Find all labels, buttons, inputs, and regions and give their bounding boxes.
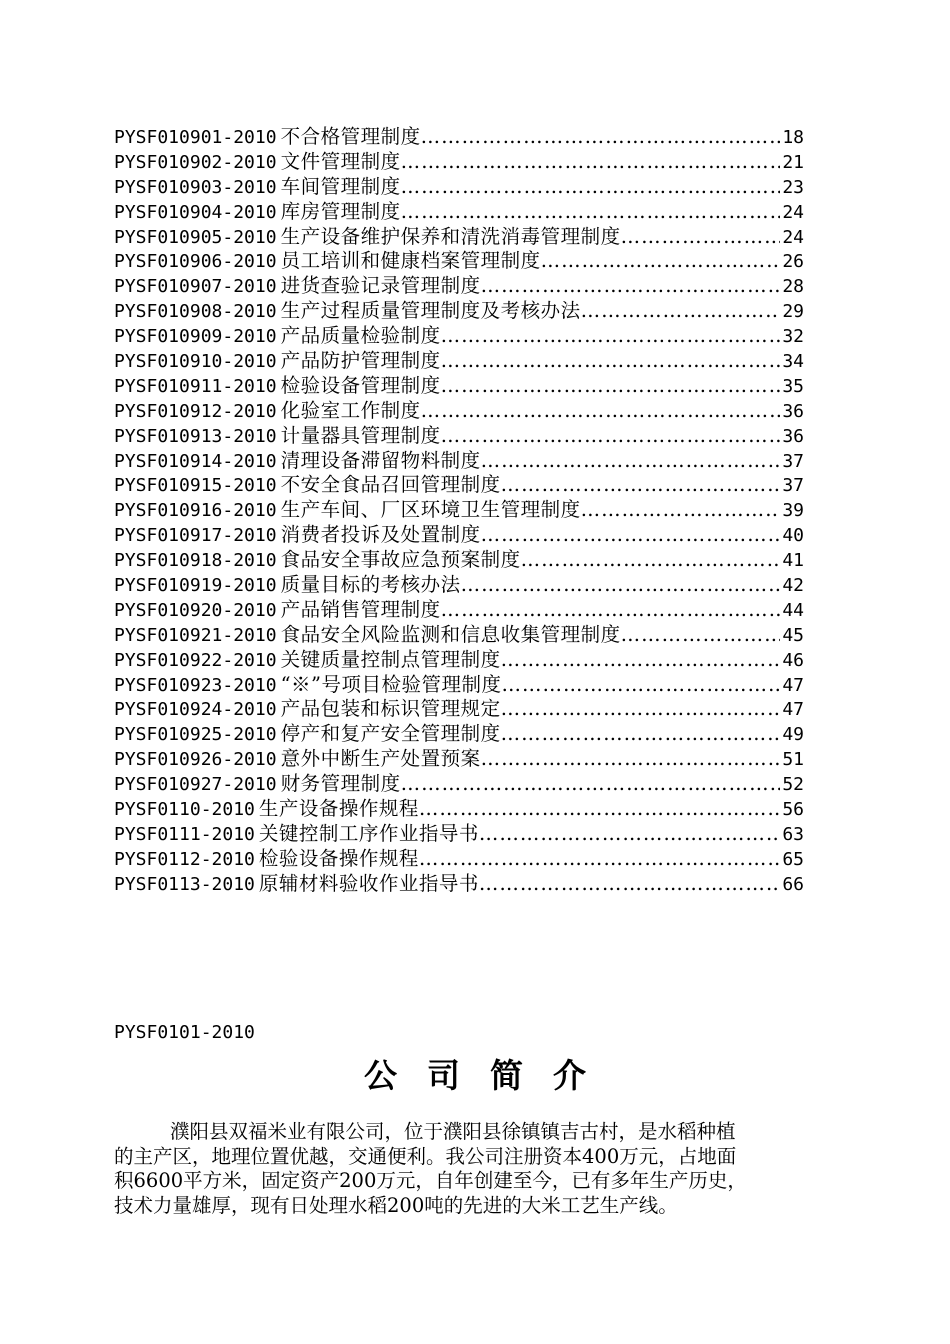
toc-leader-dots: [441, 324, 781, 349]
toc-leader-dots: [481, 523, 781, 548]
toc-entry-title: 关键质量控制点管理制度: [280, 647, 501, 671]
paragraph-line: 濮阳县双福米业有限公司，位于濮阳县徐镇镇吉古村，是水稻种植: [170, 1120, 736, 1143]
toc-entry-title: 库房管理制度: [280, 199, 401, 223]
toc-entry: [114, 374, 804, 399]
toc-entry-page: 56: [782, 799, 804, 821]
toc-leader-dots: [481, 274, 781, 299]
toc-entry-title: 原辅材料验收作业指导书: [258, 871, 479, 895]
toc-entry: [114, 324, 804, 349]
toc-entry: [114, 797, 804, 822]
toc-entry: [114, 175, 804, 200]
toc-entry: [114, 399, 804, 424]
toc-entry-code: PYSF0110-2010: [114, 799, 255, 821]
toc-entry-code: PYSF010918-2010: [114, 550, 277, 572]
toc-leader-dots: [481, 747, 781, 772]
toc-leader-dots: [441, 374, 781, 399]
toc-entry-code: PYSF010911-2010: [114, 375, 277, 397]
toc-entry-title: 财务管理制度: [280, 772, 401, 796]
toc-entry: [114, 349, 804, 374]
toc-entry-title: 生产过程质量管理制度及考核办法: [280, 299, 581, 323]
toc-entry-code: PYSF010915-2010: [114, 475, 277, 497]
toc-entry-code: PYSF010924-2010: [114, 699, 277, 721]
toc-entry: [114, 523, 804, 548]
table-of-contents: [114, 125, 804, 897]
toc-entry-code: PYSF010925-2010: [114, 724, 277, 746]
toc-entry: [114, 548, 804, 573]
toc-entry-page: 37: [782, 475, 804, 497]
toc-entry-code: PYSF010921-2010: [114, 624, 277, 646]
toc-entry: [114, 200, 804, 225]
toc-entry-title: 食品安全风险监测和信息收集管理制度: [280, 622, 621, 646]
toc-leader-dots: [401, 175, 781, 200]
toc-entry: [114, 473, 804, 498]
toc-leader-dots: [501, 473, 781, 498]
toc-entry: [114, 150, 804, 175]
toc-entry-page: 36: [782, 425, 804, 447]
toc-entry-code: PYSF010916-2010: [114, 500, 277, 522]
toc-entry: [114, 125, 804, 150]
toc-entry-page: 32: [782, 326, 804, 348]
paragraph-line: 的主产区，地理位置优越，交通便利。我公司注册资本400万元，占地面: [114, 1144, 737, 1168]
toc-entry-title: 不安全食品召回管理制度: [280, 473, 501, 497]
toc-entry-code: PYSF010901-2010: [114, 127, 277, 148]
toc-entry-code: PYSF0112-2010: [114, 848, 255, 870]
toc-entry-page: 66: [782, 873, 804, 895]
toc-entry: [114, 847, 804, 872]
toc-entry-title: 不合格管理制度: [280, 125, 421, 148]
toc-entry: [114, 424, 804, 449]
paragraph-line: 积6600平方米，固定资产200万元，自年创建至今，已有多年生产历史，: [114, 1169, 747, 1193]
toc-entry-page: 44: [782, 599, 804, 621]
toc-leader-dots: [501, 648, 781, 673]
toc-entry-code: PYSF010922-2010: [114, 649, 277, 671]
toc-entry-title: 食品安全事故应急预案制度: [280, 548, 521, 572]
toc-entry-page: 40: [782, 525, 804, 547]
toc-entry-title: 进货查验记录管理制度: [280, 274, 481, 298]
toc-leader-dots: [419, 797, 780, 822]
toc-entry-page: 51: [782, 749, 804, 771]
toc-leader-dots: [479, 822, 780, 847]
toc-entry: [114, 498, 804, 523]
toc-entry-page: 63: [782, 823, 804, 845]
toc-entry: [114, 822, 804, 847]
toc-entry-title: 停产和复产安全管理制度: [280, 722, 501, 746]
toc-leader-dots: [419, 847, 780, 872]
toc-entry-page: 47: [782, 674, 804, 696]
toc-entry: [114, 772, 804, 797]
toc-entry: [114, 697, 804, 722]
toc-entry-title: 关键控制工序作业指导书: [258, 821, 479, 845]
toc-leader-dots: [502, 673, 781, 698]
toc-entry-page: 34: [782, 351, 804, 373]
toc-entry-title: 检验设备操作规程: [258, 846, 419, 870]
toc-entry: [114, 598, 804, 623]
toc-entry-code: PYSF010913-2010: [114, 425, 277, 447]
toc-entry-code: PYSF010905-2010: [114, 226, 277, 248]
toc-leader-dots: [479, 872, 780, 897]
toc-entry-page: 35: [782, 375, 804, 397]
toc-entry-code: PYSF010919-2010: [114, 575, 277, 597]
toc-entry-code: PYSF010902-2010: [114, 151, 277, 173]
toc-entry-title: “※”号项目检验管理制度: [280, 672, 502, 696]
toc-entry: [114, 872, 804, 897]
toc-entry-title: 产品销售管理制度: [280, 597, 441, 621]
toc-leader-dots: [401, 150, 781, 175]
toc-entry-title: 生产设备操作规程: [258, 797, 419, 821]
toc-entry-code: PYSF010912-2010: [114, 400, 277, 422]
toc-leader-dots: [521, 548, 781, 573]
toc-entry-title: 质量目标的考核办法: [280, 573, 461, 597]
toc-entry-code: PYSF0111-2010: [114, 823, 255, 845]
toc-entry-page: 45: [782, 624, 804, 646]
toc-leader-dots: [501, 697, 781, 722]
toc-entry: [114, 299, 804, 324]
toc-entry: [114, 449, 804, 474]
toc-leader-dots: [421, 125, 781, 150]
toc-entry: [114, 722, 804, 747]
toc-entry-title: 产品防护管理制度: [280, 349, 441, 373]
toc-leader-dots: [481, 449, 781, 474]
toc-entry-page: 18: [782, 127, 804, 148]
toc-entry-page: 28: [782, 276, 804, 298]
toc-entry-page: 24: [782, 201, 804, 223]
toc-entry: [114, 623, 804, 648]
toc-leader-dots: [441, 349, 781, 374]
toc-entry-code: PYSF010917-2010: [114, 525, 277, 547]
toc-leader-dots: [421, 399, 781, 424]
toc-entry-page: 29: [782, 301, 804, 323]
toc-leader-dots: [541, 249, 781, 274]
toc-entry-page: 47: [782, 699, 804, 721]
toc-entry-page: 65: [782, 848, 804, 870]
toc-entry-title: 意外中断生产处置预案: [280, 747, 481, 771]
toc-entry-code: PYSF010914-2010: [114, 450, 277, 472]
toc-entry-page: 41: [782, 550, 804, 572]
toc-entry: [114, 249, 804, 274]
toc-leader-dots: [581, 498, 781, 523]
toc-entry-code: PYSF010907-2010: [114, 276, 277, 298]
toc-entry-title: 员工培训和健康档案管理制度: [280, 249, 541, 273]
toc-entry-title: 文件管理制度: [280, 149, 401, 173]
toc-leader-dots: [621, 623, 781, 648]
toc-entry: [114, 747, 804, 772]
toc-entry-title: 计量器具管理制度: [280, 423, 441, 447]
toc-entry-code: PYSF010910-2010: [114, 351, 277, 373]
toc-entry-code: PYSF010908-2010: [114, 301, 277, 323]
toc-entry-title: 消费者投诉及处置制度: [280, 523, 481, 547]
toc-entry-page: 42: [782, 575, 804, 597]
toc-entry-title: 化验室工作制度: [280, 398, 421, 422]
toc-entry-page: 46: [782, 649, 804, 671]
paragraph-line: 技术力量雄厚，现有日处理水稻200吨的先进的大米工艺生产线。: [114, 1193, 678, 1217]
toc-entry-title: 生产车间、厂区环境卫生管理制度: [280, 498, 581, 522]
toc-entry-page: 36: [782, 400, 804, 422]
toc-entry: [114, 573, 804, 598]
toc-entry-code: PYSF010906-2010: [114, 251, 277, 273]
toc-entry-code: PYSF010923-2010: [114, 674, 277, 696]
toc-entry-page: 21: [782, 151, 804, 173]
toc-entry: [114, 648, 804, 673]
toc-entry-code: PYSF010909-2010: [114, 326, 277, 348]
toc-entry-title: 检验设备管理制度: [280, 373, 441, 397]
toc-leader-dots: [621, 225, 781, 250]
toc-entry-code: PYSF010920-2010: [114, 599, 277, 621]
toc-entry-title: 车间管理制度: [280, 174, 401, 198]
toc-entry-title: 清理设备滞留物料制度: [280, 448, 481, 472]
toc-entry-page: 39: [782, 500, 804, 522]
toc-entry-page: 24: [782, 226, 804, 248]
toc-entry-code: PYSF010927-2010: [114, 774, 277, 796]
toc-leader-dots: [461, 573, 781, 598]
toc-entry-page: 37: [782, 450, 804, 472]
toc-leader-dots: [581, 299, 781, 324]
toc-entry: [114, 274, 804, 299]
toc-entry-title: 生产设备维护保养和清洗消毒管理制度: [280, 224, 621, 248]
toc-leader-dots: [441, 598, 781, 623]
toc-entry-code: PYSF0113-2010: [114, 873, 255, 895]
toc-entry-page: 26: [782, 251, 804, 273]
intro-paragraph: [114, 1120, 834, 1218]
toc-entry: [114, 225, 804, 250]
toc-entry-title: 产品质量检验制度: [280, 324, 441, 348]
toc-leader-dots: [401, 772, 781, 797]
toc-entry-code: PYSF010904-2010: [114, 201, 277, 223]
toc-entry-code: PYSF010903-2010: [114, 176, 277, 198]
toc-entry-page: 23: [782, 176, 804, 198]
toc-leader-dots: [441, 424, 781, 449]
toc-entry-page: 49: [782, 724, 804, 746]
toc-entry-title: 产品包装和标识管理规定: [280, 697, 501, 721]
toc-leader-dots: [501, 722, 781, 747]
section-code: PYSF0101-2010: [114, 1022, 255, 1043]
section-title: 公司简介: [364, 1056, 616, 1095]
toc-entry-page: 52: [782, 774, 804, 796]
toc-leader-dots: [401, 200, 781, 225]
toc-entry-code: PYSF010926-2010: [114, 749, 277, 771]
toc-entry: [114, 673, 804, 698]
